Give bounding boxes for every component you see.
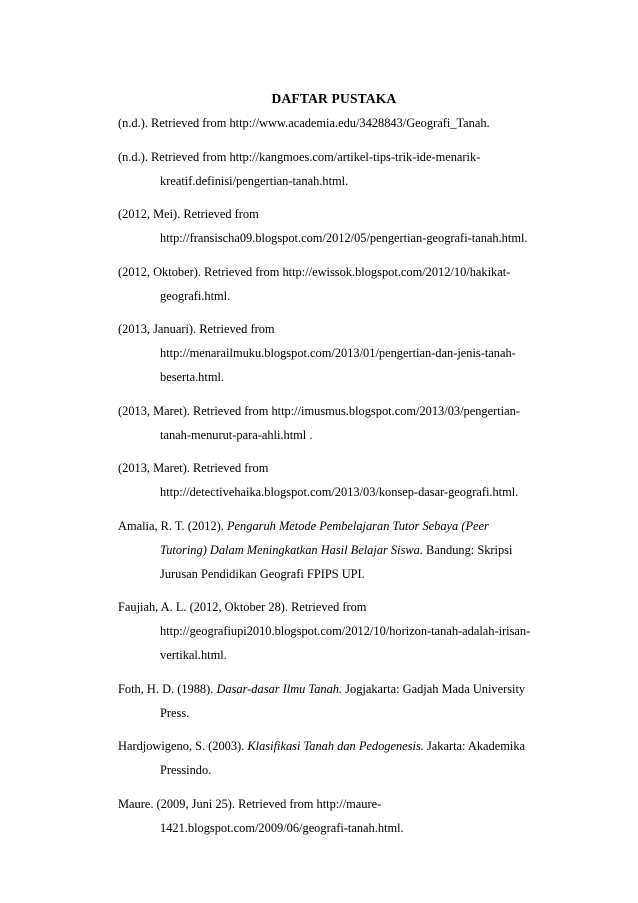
reference-line: (2013, Januari). Retrieved from: [118, 322, 275, 336]
reference-entry: [118, 111, 548, 135]
reference-entry: [118, 456, 548, 504]
reference-line: (n.d.). Retrieved from http://www.academia.edu/3428843/Geografi_Tanah.: [118, 116, 490, 130]
reference-line: http://menarailmuku.blogspot.com/2013/01/pengertian-dan-jenis-tanah-: [160, 346, 516, 360]
reference-entry: [118, 145, 548, 193]
reference-line: 1421.blogspot.com/2009/06/geografi-tanah.html.: [160, 820, 404, 835]
reference-author: Hardjowigeno, S. (2003).: [118, 739, 248, 753]
reference-line: [118, 514, 548, 538]
reference-title: Dasar-dasar Ilmu Tanah.: [216, 681, 343, 696]
reference-line: Faujiah, A. L. (2012, Oktober 28). Retrieved from: [118, 600, 367, 614]
reference-line: vertikal.html.: [160, 648, 227, 662]
reference-entry: [118, 514, 548, 586]
reference-publisher: Bandung: Skripsi: [422, 542, 513, 557]
reference-title: Pengaruh Metode Pembelajaran Tutor Sebaya (Peer: [226, 518, 489, 533]
reference-line: http://geografiupi2010.blogspot.com/2012/10/horizon-tanah-adalah-irisan-: [160, 624, 531, 638]
reference-author: Amalia, R. T. (2012).: [118, 518, 227, 533]
reference-title: Klasifikasi Tanah dan Pedogenesis.: [247, 739, 424, 753]
reference-entry: [118, 792, 548, 840]
reference-entry: [118, 595, 548, 667]
reference-line: (2013, Maret). Retrieved from http://imusmus.blogspot.com/2013/03/pengertian-: [118, 403, 520, 418]
reference-line: Maure. (2009, Juni 25). Retrieved from http://maure-: [118, 796, 382, 811]
reference-line: Press.: [160, 705, 190, 720]
reference-entry: [118, 734, 548, 782]
reference-line: Pressindo.: [160, 763, 212, 777]
reference-line: [118, 734, 548, 758]
reference-line: (2013, Maret). Retrieved from: [118, 461, 269, 475]
reference-line: http://detectivehaika.blogspot.com/2013/03/konsep-dasar-geografi.html.: [160, 485, 519, 499]
reference-line: kreatif.definisi/pengertian-tanah.html.: [160, 173, 349, 188]
reference-entry: [118, 260, 548, 308]
reference-line: [160, 538, 548, 562]
reference-author: Foth, H. D. (1988).: [118, 681, 217, 696]
reference-title: Tutoring) Dalam Meningkatkan Hasil Belajar Siswa.: [160, 542, 423, 557]
reference-line: (n.d.). Retrieved from http://kangmoes.com/artikel-tips-trik-ide-menarik-: [118, 149, 481, 164]
reference-line: [118, 677, 548, 701]
reference-publisher: Jakarta: Akademika: [423, 739, 526, 753]
reference-entry: [118, 202, 548, 250]
reference-line: http://fransischa09.blogspot.com/2012/05/pengertian-geografi-tanah.html.: [160, 231, 528, 245]
reference-line: tanah-menurut-para-ahli.html .: [160, 427, 313, 442]
reference-entry: [118, 399, 548, 447]
reference-entry: [118, 317, 548, 389]
reference-line: beserta.html.: [160, 370, 224, 384]
reference-line: (2012, Mei). Retrieved from: [118, 207, 259, 221]
page-title: DAFTAR PUSTAKA: [271, 91, 397, 106]
reference-line: Jurusan Pendidikan Geografi FPIPS UPI.: [160, 566, 365, 581]
reference-line: (2012, Oktober). Retrieved from http://ewissok.blogspot.com/2012/10/hakikat-: [118, 264, 511, 279]
reference-list: [118, 111, 548, 849]
reference-publisher: Jogjakarta: Gadjah Mada University: [342, 681, 526, 696]
reference-entry: [118, 677, 548, 725]
reference-line: geografi.html.: [160, 288, 231, 303]
